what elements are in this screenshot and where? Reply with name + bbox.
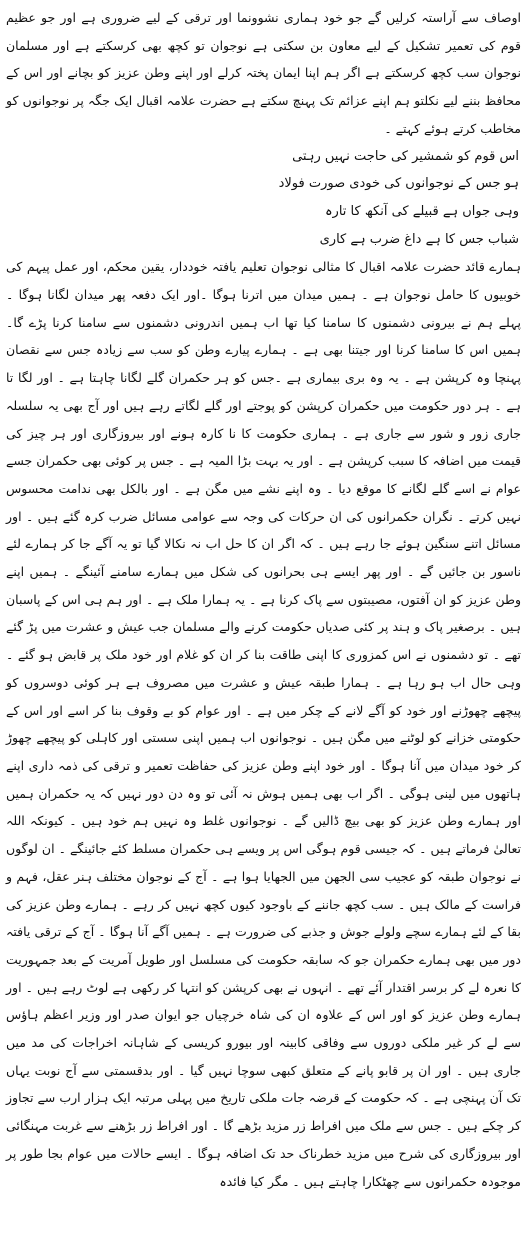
verse-line: شباب جس کا ہے داغ ضرب ہے کاری bbox=[319, 231, 519, 247]
verse-line: اس قوم کو شمشیر کی حاجت نہیں رہتی bbox=[292, 148, 519, 164]
body-paragraph: ہمارے قائد حضرت علامہ اقبال کا مثالی نوجوان تعلیم یافتہ خوددار، یقین محکم، اور عمل پیہم کی خوبیوں کا حامل نوجوان ہے ۔ ہمیں میدان میں اترنا ہوگا ۔اور ایک دفعہ پھر میدان لگانا ہوگا ۔ پہلے ہم نے بیرونی دشمنوں کا سامنا کیا تھا اب ہمیں اندرونی دشمنوں سے سامنا کرنا پڑے گا۔ ہمیں اس کا سامنا کرنا اور جیتنا بھی ہے ۔ ہمارے پیارے وطن کو سب سے زیادہ جس سے نقصان پہنچا وہ کرپشن ہے ۔ یہ وہ بری بیماری ہے ۔جس کو ہر حکمران گلے لگانا چاہتا ہے ۔ اور لگا تا ہے ۔ ہر دور حکومت میں حکمران کرپشن کو پوجتے اور گلے لگاتے رہے ہیں اور آج بھی یہ سلسلہ جاری زور و شور سے جاری ہے ۔ ہماری حکومت کا نا کارہ ہونے اور بیروزگاری اور ہر چیز کی قیمت میں اضافہ کا سبب کرپشن ہے ۔ اور یہ بہت بڑا المیہ ہے ۔ جس پر کوئی بھی حکمران جسے عوام نے اسے گلے لگانے کا موقع دیا ۔ وہ اپنے نشے میں مگن ہے ۔ اور بالکل بھی ندامت محسوس نہیں کرتے ۔ نگران حکمرانوں کی ان حرکات کی وجہ سے عوامی مسائل ضرب کرہ گئے ہیں ۔ اور مسائل اتنے سنگین ہوئے جا رہے ہیں ۔ کہ اگر ان کا حل اب نہ نکالا گیا تو یہ آگے جا کر ہمارے لئے ناسور بن جائیں گے ۔ اور پھر ایسے ہی بحرانوں کی شکل میں ہمارے سامنے آئینگے ۔ ہمیں اپنے وطن عزیز کو ان آفتوں، مصیبتوں سے پاک کرنا ہے ۔ یہ ہمارا ملک ہے ۔ اور ہم ہی اس کے پاسبان ہیں ۔ برصغیر پاک و ہند پر کئی صدیاں حکومت کرنے والے مسلمان جب عیش و عشرت میں پڑ گئے تھے ۔ تو دشمنوں نے اس کمزوری کا اپنی طاقت بنا کر ان کو غلام اور خود ملک پر قابض ہو گئے ۔ وہی حال اب ہو رہا ہے ۔ ہمارا طبقہ عیش و عشرت میں مصروف ہے ہر کوئی دوسروں کو پیچھے چھوڑنے اور خود کو آگے لانے کے چکر میں ہے ۔ اور عوام کو بے وقوف بنا کر اسے اور اس کے حکومتی خزانے کو لوٹنے میں مگن ہیں ۔ نوجوانوں اب ہمیں اپنی سستی اور کاہلی کو پیچھے چھوڑ کر خود میدان میں آنا ہوگا ۔ اور خود اپنے وطن عزیز کی حفاظت تعمیر و ترقی کی ذمہ داری اپنے ہاتھوں میں لینی ہوگی ۔ اگر اب بھی ہمیں ہوش نہ آئی تو وہ دن دور نہیں کہ یہ حکمران ہمیں اور ہمارے وطن عزیز کو بھی بیچ ڈالیں گے ۔ نوجوانوں غلط وہ نہیں ہم خود ہیں ۔ کیونکہ اللہ تعالیٰ فرماتے ہیں ۔ کہ جیسی قوم ہوگی اس پر ویسے ہی حکمران مسلط کئے جائینگے ۔ ان لوگوں نے نوجوان طبقہ کو عجیب سی الجھن میں الجھایا ہوا ہے ۔ آج کے نوجوان مختلف ہنر عقل، فہم و فراست کے مالک ہیں ۔ سب کچھ جاننے کے باوجود کیوں کچھ نہیں کر رہے ۔ ہمارے وطن عزیز کی بقا کے لئے ہمارے سچے ولولے جوش و جذبے کی ضرورت ہے ۔ ہمیں آگے آنا ہوگا ۔ آج کے ترقی یافتہ دور میں بھی ہمارے حکمران جو کہ سابقہ حکومت کی مسلسل اور طویل آمریت کے بعد جمہوریت کا نعرہ لے کر برسر اقتدار آئے تھے ۔ انہوں نے بھی کرپشن کو انتہا کر رکھی ہے لوٹ رہے ہیں ۔ اور ہمارے وطن عزیز کو اور اس کے علاوہ ان کی شاہ خرچیاں جو ایوان صدر اور وزیر اعظم ہاؤس سے لے کر غیر ملکی دوروں سے وفاقی کابینہ اور بیورو کریسی کے شاہانہ اخراجات کی مد میں جاری ہیں ۔ اور ان پر قابو پانے کے متعلق کبھی سوچا نہیں گیا ۔ اور بدقسمتی سے آج نوبت یہاں تک آن پہنچی ہے ۔ کہ حکومت کے قرضہ جات ملکی تاریخ میں پہلی مرتبہ ایک ہزار ارب سے تجاوز کر چکے ہیں ۔ جس سے ملک میں افراط زر مزید بڑھے گا ۔ اور افراط زر بڑھنے سے غربت مہنگائی اور بیروزگاری کی شرح میں مزید خطرناک حد تک اضافہ ہوگا ۔ ایسے حالات میں عوام بجا طور پر موجودہ حکمرانوں سے چھٹکارا چاہتے ہیں ۔ مگر کیا فائدہ bbox=[6, 259, 521, 1189]
verse-line: وہی جواں ہے قبیلے کی آنکھ کا تارہ bbox=[324, 203, 519, 219]
intro-paragraph: اوصاف سے آراستہ کرلیں گے جو خود ہماری نشوونما اور ترقی کے لیے ضروری ہے اور جو عظیم قوم کی تعمیر تشکیل کے لیے معاون بن سکتی ہے نوجوان تو کچھ بھی کرسکتے ہے اور مسلمان نوجوان سب کچھ کرسکتے ہے اگر ہم اپنا ایمان پختہ کرلے اور اپنے وطن عزیز کو بچانے اور اس کے محافظ بننے لیے نکلتو ہم اپنے عزائم تک پہنچ سکتے ہے حضرت علامہ اقبال ایک جگہ پر نوجوانوں کو مخاطب کرتے ہوئے کہتے ۔ bbox=[6, 10, 521, 136]
verse-line: ہو جس کے نوجوانوں کی خودی صورت فولاد bbox=[278, 176, 519, 192]
iqbal-verse bbox=[6, 143, 521, 254]
